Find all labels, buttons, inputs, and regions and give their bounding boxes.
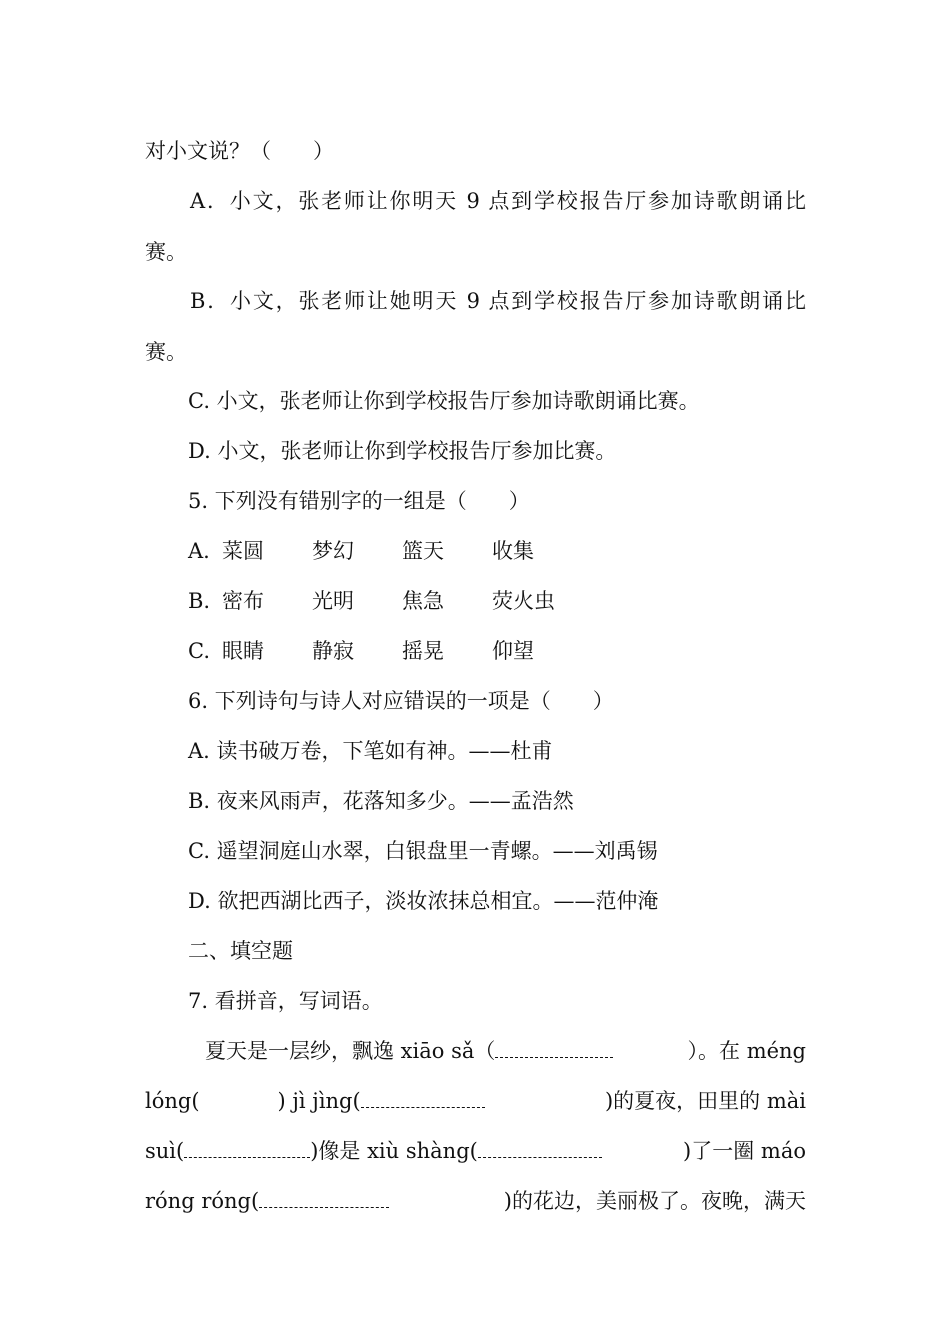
q7-paragraph-line-1: 夏天是一层纱，飘逸 xiāo sǎ（ ）。在 méng xyxy=(205,1039,806,1063)
q4-option-b-cont: 赛。 xyxy=(145,340,187,364)
q6-option-b[interactable]: B. 夜来风雨声，花落知多少。——孟浩然 xyxy=(188,789,574,813)
q4-option-a-text: A．小文，张老师让你明天 9 点到学校报告厅参加诗歌朗诵比 xyxy=(190,189,806,213)
q7-paragraph-line-3: suì( )像是 xiù shàng( )了一圈 máo xyxy=(145,1139,806,1163)
q4-option-a-cont: 赛。 xyxy=(145,240,187,264)
q5-option-a[interactable]: A. 菜圆 梦幻 篮天 收集 xyxy=(188,539,534,563)
q5-option-b[interactable]: B. 密布 光明 焦急 荧火虫 xyxy=(188,589,555,613)
blank-mao-rong-rong[interactable] xyxy=(259,1207,389,1208)
q6-option-d[interactable]: D. 欲把西湖比西子，淡妆浓抹总相宜。——范仲淹 xyxy=(188,889,659,913)
q4-option-b-text: B．小文，张老师让她明天 9 点到学校报告厅参加诗歌朗诵比 xyxy=(190,289,806,313)
section-title-fill-in: 二、填空题 xyxy=(188,939,293,963)
q7-stem: 7. 看拼音，写词语。 xyxy=(188,989,383,1013)
q5-option-c[interactable]: C. 眼睛 静寂 摇晃 仰望 xyxy=(188,639,534,663)
q4-option-d[interactable]: D. 小文，张老师让你到学校报告厅参加比赛。 xyxy=(188,439,617,463)
blank-xiao-sa[interactable] xyxy=(495,1057,613,1058)
blank-ji-jing[interactable] xyxy=(361,1107,485,1108)
q7-paragraph-line-4: róng róng( )的花边，美丽极了。夜晚，满天 xyxy=(145,1189,806,1213)
blank-xiu-shang[interactable] xyxy=(478,1157,602,1158)
q4-stem-end: 对小文说？（ ） xyxy=(145,139,334,163)
q4-option-b[interactable] xyxy=(190,287,806,315)
blank-mai-sui[interactable] xyxy=(184,1157,310,1158)
q5-stem: 5. 下列没有错别字的一组是（ ） xyxy=(188,489,530,513)
q4-option-a[interactable] xyxy=(190,187,806,215)
q7-paragraph-line-2: lóng( ) jì jìng( )的夏夜，田里的 mài xyxy=(145,1089,806,1113)
q6-option-c[interactable]: C. 遥望洞庭山水翠，白银盘里一青螺。——刘禹锡 xyxy=(188,839,658,863)
q4-option-c[interactable]: C. 小文，张老师让你到学校报告厅参加诗歌朗诵比赛。 xyxy=(188,389,700,413)
q6-stem: 6. 下列诗句与诗人对应错误的一项是（ ） xyxy=(188,689,614,713)
q6-option-a[interactable]: A. 读书破万卷，下笔如有神。——杜甫 xyxy=(188,739,553,763)
